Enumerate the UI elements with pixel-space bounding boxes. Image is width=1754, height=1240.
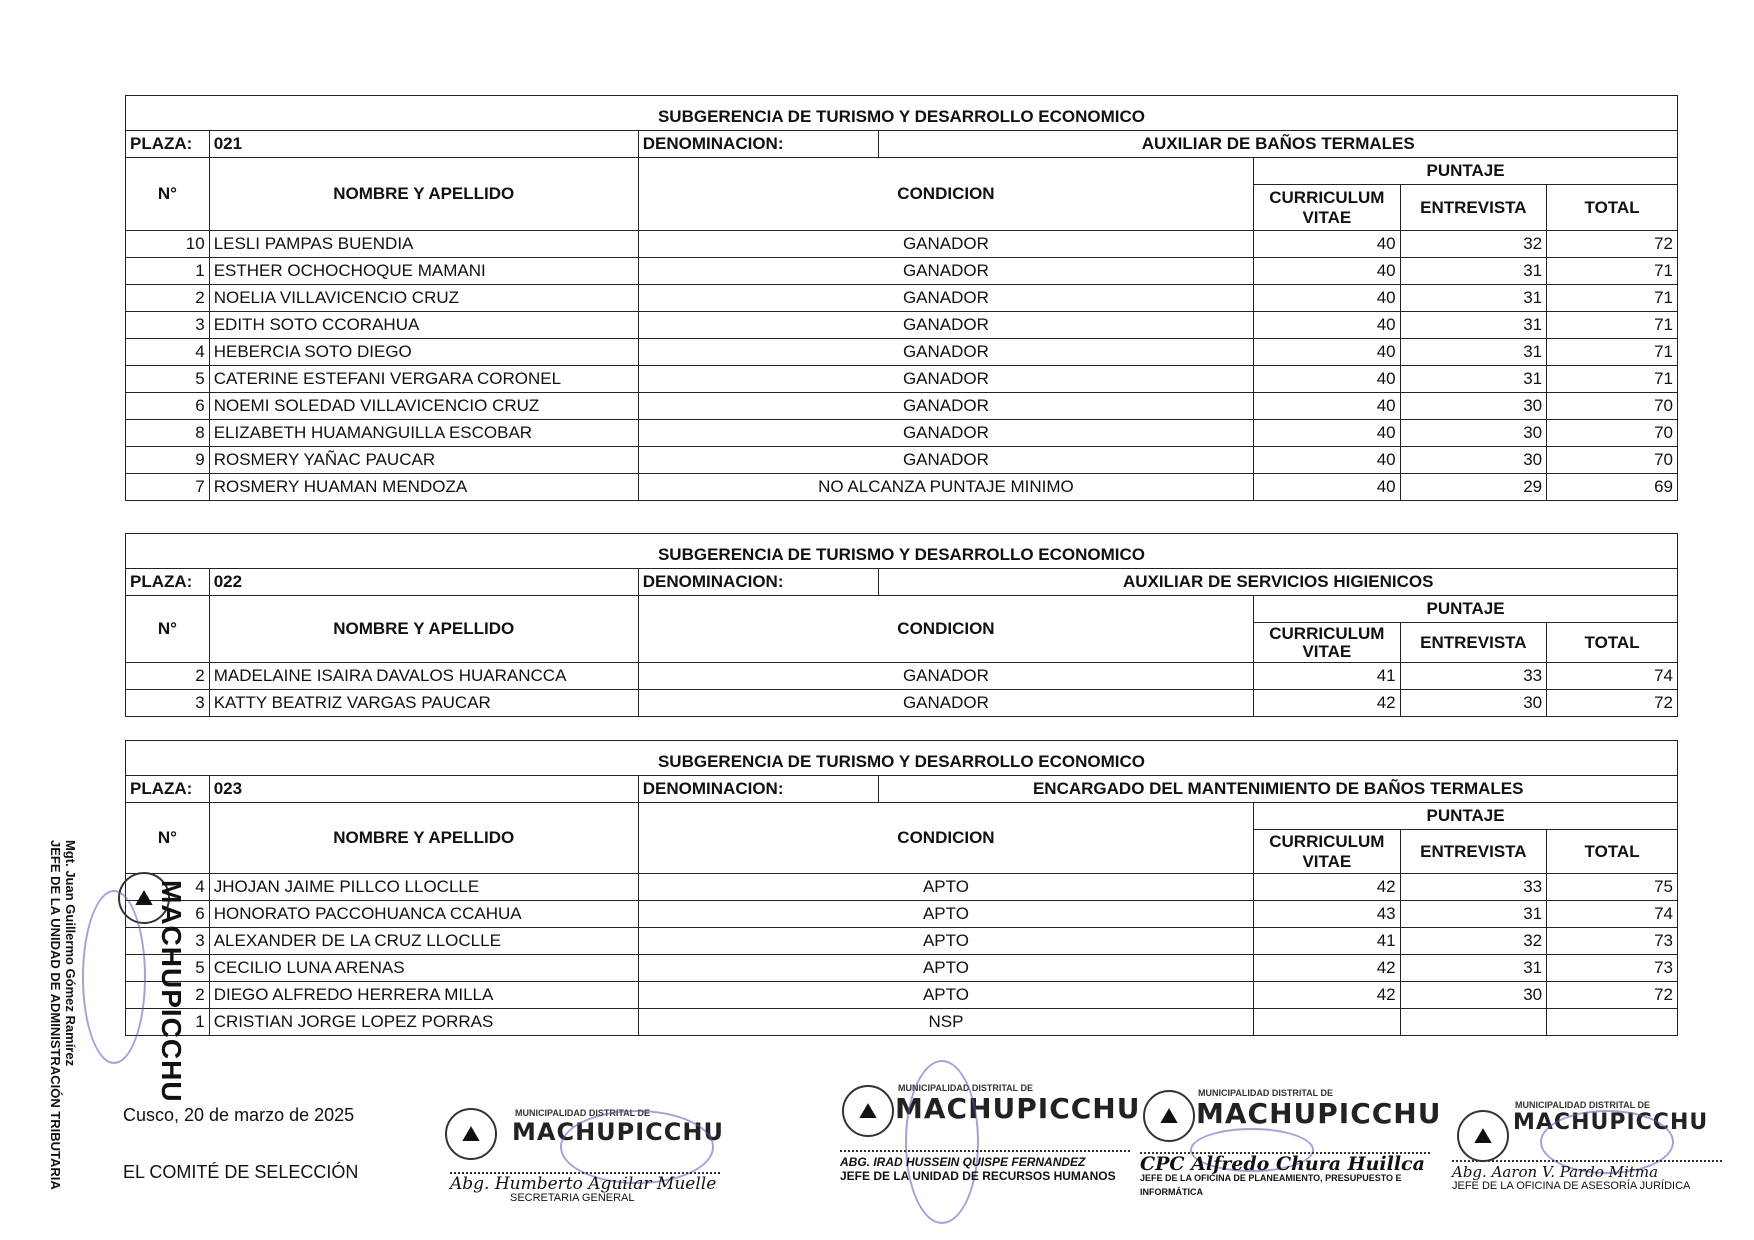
table-row <box>126 928 1678 955</box>
office-title: SUBGERENCIA DE TURISMO Y DESARROLLO ECONOMICO <box>126 96 1678 131</box>
signatory-1-name: Abg. Humberto Aguilar Muelle <box>450 1174 717 1194</box>
seal-municipality: MUNICIPALIDAD DISTRITAL DE <box>515 1108 650 1118</box>
header-cv: CURRICULUM VITAE <box>1254 185 1401 231</box>
header-total: TOTAL <box>1547 623 1678 663</box>
row-entrevista: 30 <box>1400 420 1547 447</box>
row-entrevista: 31 <box>1400 955 1547 982</box>
table-row <box>126 474 1678 501</box>
row-name: MADELAINE ISAIRA DAVALOS HUARANCCA <box>209 663 638 690</box>
row-condicion: GANADOR <box>638 690 1253 717</box>
header-condicion: CONDICION <box>638 596 1253 663</box>
row-entrevista: 31 <box>1400 901 1547 928</box>
header-cv: CURRICULUM VITAE <box>1254 623 1401 663</box>
seal-icon: ⛰ <box>1143 1090 1195 1142</box>
row-n: 2 <box>126 285 210 312</box>
row-name: HONORATO PACCOHUANCA CCAHUA <box>209 901 638 928</box>
signature-line <box>1452 1160 1722 1162</box>
row-condicion: NO ALCANZA PUNTAJE MINIMO <box>638 474 1253 501</box>
seal-logo: MACHUPICCHU <box>512 1118 724 1146</box>
denominacion-value: AUXILIAR DE SERVICIOS HIGIENICOS <box>879 569 1678 596</box>
row-total: 72 <box>1547 982 1678 1009</box>
row-n: 9 <box>126 447 210 474</box>
row-name: CATERINE ESTEFANI VERGARA CORONEL <box>209 366 638 393</box>
row-n: 3 <box>126 690 210 717</box>
table-row <box>126 366 1678 393</box>
table-row <box>126 690 1678 717</box>
row-condicion: GANADOR <box>638 312 1253 339</box>
row-cv: 42 <box>1254 982 1401 1009</box>
header-condicion: CONDICION <box>638 803 1253 874</box>
row-entrevista: 29 <box>1400 474 1547 501</box>
plaza-number: 023 <box>209 776 638 803</box>
denominacion-label: DENOMINACION: <box>638 131 879 158</box>
table-row <box>126 231 1678 258</box>
row-name: ROSMERY HUAMAN MENDOZA <box>209 474 638 501</box>
signatory-2-name: ABG. IRAD HUSSEIN QUISPE FERNANDEZ <box>840 1155 1086 1169</box>
footer-date: Cusco, 20 de marzo de 2025 <box>123 1105 355 1125</box>
row-total: 71 <box>1547 258 1678 285</box>
row-n: 10 <box>126 231 210 258</box>
row-entrevista: 30 <box>1400 690 1547 717</box>
header-n: N° <box>126 596 210 663</box>
table-row <box>126 420 1678 447</box>
header-name: NOMBRE Y APELLIDO <box>209 596 638 663</box>
seal-municipality: MUNICIPALIDAD DISTRITAL DE <box>1198 1088 1333 1098</box>
row-name: LESLI PAMPAS BUENDIA <box>209 231 638 258</box>
signatory-3-name: CPC Alfredo Chura Huillca <box>1140 1153 1425 1175</box>
row-condicion: APTO <box>638 874 1253 901</box>
row-cv: 42 <box>1254 955 1401 982</box>
row-n: 4 <box>126 874 210 901</box>
row-condicion: GANADOR <box>638 447 1253 474</box>
row-cv: 40 <box>1254 258 1401 285</box>
row-entrevista: 31 <box>1400 339 1547 366</box>
row-entrevista <box>1400 1009 1547 1036</box>
row-condicion: GANADOR <box>638 663 1253 690</box>
signatory-4-role: JEFE DE LA OFICINA DE ASESORÍA JURÍDICA <box>1452 1180 1691 1192</box>
row-total: 73 <box>1547 928 1678 955</box>
row-total <box>1547 1009 1678 1036</box>
header-entrevista: ENTREVISTA <box>1400 623 1547 663</box>
row-condicion: APTO <box>638 901 1253 928</box>
plaza-021-table <box>125 95 1678 501</box>
seal-logo: MACHUPICCHU <box>1513 1110 1709 1135</box>
plaza-number: 022 <box>209 569 638 596</box>
row-name: EDITH SOTO CCORAHUA <box>209 312 638 339</box>
row-name: CECILIO LUNA ARENAS <box>209 955 638 982</box>
side-seal-icon: ⛰ <box>118 872 170 924</box>
seal-icon: ⛰ <box>445 1108 497 1160</box>
table-row <box>126 982 1678 1009</box>
row-name: KATTY BEATRIZ VARGAS PAUCAR <box>209 690 638 717</box>
table-row <box>126 663 1678 690</box>
row-entrevista: 31 <box>1400 258 1547 285</box>
row-n: 8 <box>126 420 210 447</box>
row-n: 6 <box>126 393 210 420</box>
row-cv: 42 <box>1254 690 1401 717</box>
row-cv: 40 <box>1254 339 1401 366</box>
row-total: 72 <box>1547 231 1678 258</box>
signatory-3-role: JEFE DE LA OFICINA DE PLANEAMIENTO, PRESUPUESTO E INFORMÁTICA <box>1140 1173 1402 1197</box>
row-total: 75 <box>1547 874 1678 901</box>
row-name: NOEMI SOLEDAD VILLAVICENCIO CRUZ <box>209 393 638 420</box>
seal-logo: MACHUPICCHU <box>1196 1097 1442 1130</box>
row-name: ALEXANDER DE LA CRUZ LLOCLLE <box>209 928 638 955</box>
row-entrevista: 31 <box>1400 366 1547 393</box>
row-cv <box>1254 1009 1401 1036</box>
signatory-2 <box>840 1150 1130 1183</box>
row-entrevista: 33 <box>1400 663 1547 690</box>
table-row <box>126 1009 1678 1036</box>
row-condicion: GANADOR <box>638 231 1253 258</box>
row-n: 4 <box>126 339 210 366</box>
header-entrevista: ENTREVISTA <box>1400 185 1547 231</box>
row-cv: 40 <box>1254 393 1401 420</box>
office-title: SUBGERENCIA DE TURISMO Y DESARROLLO ECONOMICO <box>126 534 1678 569</box>
table-row <box>126 258 1678 285</box>
plaza-label: PLAZA: <box>126 776 210 803</box>
row-condicion: GANADOR <box>638 393 1253 420</box>
row-cv: 40 <box>1254 366 1401 393</box>
row-n: 7 <box>126 474 210 501</box>
signature-scribble-icon <box>905 1060 979 1224</box>
table-row <box>126 955 1678 982</box>
signatory-2-role: JEFE DE LA UNIDAD DE RECURSOS HUMANOS <box>840 1169 1116 1183</box>
row-name: ESTHER OCHOCHOQUE MAMANI <box>209 258 638 285</box>
row-name: NOELIA VILLAVICENCIO CRUZ <box>209 285 638 312</box>
row-entrevista: 32 <box>1400 231 1547 258</box>
signatory-1-role: SECRETARIA GENERAL <box>510 1192 635 1204</box>
row-total: 69 <box>1547 474 1678 501</box>
row-condicion: GANADOR <box>638 366 1253 393</box>
row-cv: 40 <box>1254 474 1401 501</box>
seal-icon: ⛰ <box>842 1085 894 1137</box>
row-name: ELIZABETH HUAMANGUILLA ESCOBAR <box>209 420 638 447</box>
footer-committee: EL COMITÉ DE SELECCIÓN <box>123 1162 359 1182</box>
header-total: TOTAL <box>1547 185 1678 231</box>
row-cv: 43 <box>1254 901 1401 928</box>
row-total: 70 <box>1547 420 1678 447</box>
header-n: N° <box>126 158 210 231</box>
seal-municipality: MUNICIPALIDAD DISTRITAL DE <box>898 1083 1033 1093</box>
header-entrevista: ENTREVISTA <box>1400 830 1547 874</box>
header-cv: CURRICULUM VITAE <box>1254 830 1401 874</box>
row-total: 73 <box>1547 955 1678 982</box>
row-entrevista: 30 <box>1400 393 1547 420</box>
row-cv: 41 <box>1254 663 1401 690</box>
row-total: 71 <box>1547 285 1678 312</box>
row-n: 5 <box>126 955 210 982</box>
side-seal-text <box>157 880 185 1103</box>
row-n: 1 <box>126 1009 210 1036</box>
row-total: 71 <box>1547 312 1678 339</box>
table-row <box>126 393 1678 420</box>
row-condicion: NSP <box>638 1009 1253 1036</box>
row-entrevista: 31 <box>1400 285 1547 312</box>
row-condicion: GANADOR <box>638 285 1253 312</box>
row-total: 71 <box>1547 366 1678 393</box>
header-n: N° <box>126 803 210 874</box>
seal-municipality: MUNICIPALIDAD DISTRITAL DE <box>1515 1100 1650 1110</box>
row-total: 70 <box>1547 393 1678 420</box>
header-name: NOMBRE Y APELLIDO <box>209 803 638 874</box>
row-name: JHOJAN JAIME PILLCO LLOCLLE <box>209 874 638 901</box>
row-condicion: GANADOR <box>638 339 1253 366</box>
row-name: ROSMERY YAÑAC PAUCAR <box>209 447 638 474</box>
row-entrevista: 31 <box>1400 312 1547 339</box>
signature-line <box>840 1150 1130 1152</box>
signatory-3 <box>1140 1152 1430 1199</box>
table-row <box>126 312 1678 339</box>
row-total: 72 <box>1547 690 1678 717</box>
plaza-number: 021 <box>209 131 638 158</box>
row-n: 5 <box>126 366 210 393</box>
plaza-label: PLAZA: <box>126 131 210 158</box>
header-total: TOTAL <box>1547 830 1678 874</box>
signatory-4-name: Abg. Aaron V. Pardo Mitma <box>1452 1163 1659 1181</box>
side-seal-town: MACHUPICCHU <box>156 880 187 1103</box>
row-cv: 40 <box>1254 231 1401 258</box>
row-cv: 40 <box>1254 285 1401 312</box>
row-condicion: APTO <box>638 982 1253 1009</box>
header-puntaje: PUNTAJE <box>1254 596 1678 623</box>
header-puntaje: PUNTAJE <box>1254 803 1678 830</box>
denominacion-label: DENOMINACION: <box>638 776 879 803</box>
row-entrevista: 30 <box>1400 447 1547 474</box>
table-row <box>126 447 1678 474</box>
row-total: 74 <box>1547 663 1678 690</box>
row-condicion: GANADOR <box>638 258 1253 285</box>
table-row <box>126 339 1678 366</box>
row-entrevista: 30 <box>1400 982 1547 1009</box>
row-total: 74 <box>1547 901 1678 928</box>
header-puntaje: PUNTAJE <box>1254 158 1678 185</box>
row-n: 3 <box>126 928 210 955</box>
row-cv: 42 <box>1254 874 1401 901</box>
row-n: 1 <box>126 258 210 285</box>
denominacion-label: DENOMINACION: <box>638 569 879 596</box>
header-condicion: CONDICION <box>638 158 1253 231</box>
row-cv: 40 <box>1254 420 1401 447</box>
side-signatory-name: Mgt. Juan Guillermo Gómez Ramírez <box>63 840 78 1067</box>
plaza-022-table <box>125 533 1678 717</box>
signature-scribble-icon <box>82 890 146 1064</box>
row-n: 2 <box>126 663 210 690</box>
signatory-4 <box>1452 1160 1722 1193</box>
row-condicion: APTO <box>638 955 1253 982</box>
row-name: DIEGO ALFREDO HERRERA MILLA <box>209 982 638 1009</box>
row-cv: 41 <box>1254 928 1401 955</box>
row-cv: 40 <box>1254 312 1401 339</box>
row-cv: 40 <box>1254 447 1401 474</box>
row-name: HEBERCIA SOTO DIEGO <box>209 339 638 366</box>
denominacion-value: AUXILIAR DE BAÑOS TERMALES <box>879 131 1678 158</box>
plaza-023-table <box>125 740 1678 1036</box>
row-n: 2 <box>126 982 210 1009</box>
office-title: SUBGERENCIA DE TURISMO Y DESARROLLO ECONOMICO <box>126 741 1678 776</box>
table-row <box>126 874 1678 901</box>
plaza-label: PLAZA: <box>126 569 210 596</box>
row-condicion: APTO <box>638 928 1253 955</box>
table-row <box>126 285 1678 312</box>
signatory-1 <box>450 1172 720 1205</box>
table-row <box>126 901 1678 928</box>
row-name: CRISTIAN JORGE LOPEZ PORRAS <box>209 1009 638 1036</box>
row-condicion: GANADOR <box>638 420 1253 447</box>
side-signatory <box>48 840 78 1190</box>
row-entrevista: 32 <box>1400 928 1547 955</box>
denominacion-value: ENCARGADO DEL MANTENIMIENTO DE BAÑOS TERMALES <box>879 776 1678 803</box>
seal-logo: MACHUPICCHU <box>895 1092 1141 1125</box>
header-name: NOMBRE Y APELLIDO <box>209 158 638 231</box>
row-n: 3 <box>126 312 210 339</box>
row-total: 70 <box>1547 447 1678 474</box>
seal-icon: ⛰ <box>1457 1110 1509 1162</box>
row-entrevista: 33 <box>1400 874 1547 901</box>
side-signatory-role: JEFE DE LA UNIDAD DE ADMINISTRACIÓN TRIBUTARIA <box>48 840 63 1190</box>
row-n: 6 <box>126 901 210 928</box>
row-total: 71 <box>1547 339 1678 366</box>
